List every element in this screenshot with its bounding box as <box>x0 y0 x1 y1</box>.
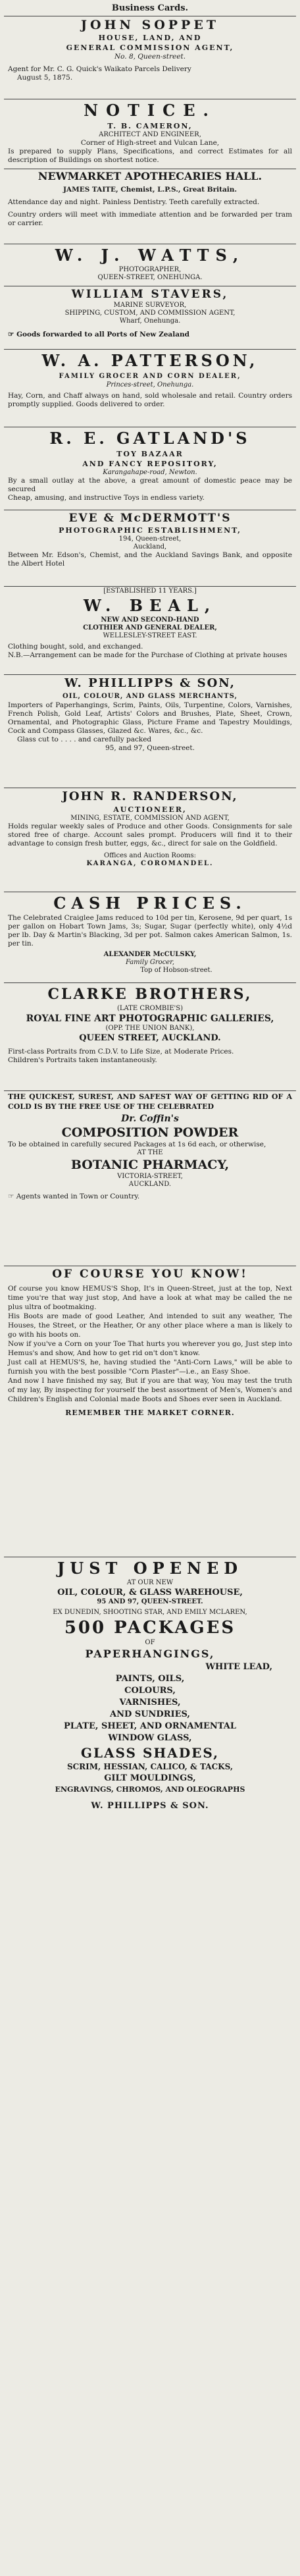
ad-item: AND SUNDRIES, <box>110 1709 190 1719</box>
ad-address: Princes-street, Onehunga. <box>106 381 194 389</box>
ad-body: Between Mr. Edson's, Chemist, and the Auckland Savings Bank, and opposite the Albert Hotel <box>8 551 292 568</box>
ad-item: COLOURS, <box>124 1686 176 1696</box>
ad-body: Agent for Mr. C. G. Quick's Waikato Parcels Delivery <box>8 65 191 73</box>
ad-item: PAPERHANGINGS, <box>85 1648 215 1660</box>
ad-name: ALEXANDER McCULSKY, <box>103 951 197 958</box>
ad-gatland <box>4 428 296 508</box>
ad-item: GLASS SHADES, <box>80 1745 220 1761</box>
ad-address: QUEEN STREET, AUCKLAND. <box>79 1033 221 1043</box>
ad-note: ☞ Goods forwarded to all Ports of New Zealand <box>8 331 189 338</box>
ad-role: CLOTHIER AND GENERAL DEALER, <box>83 624 217 631</box>
ad-body: Is prepared to supply Plans, Specifications, and correct Estimates for all description of Buildings on shortest notice. <box>8 148 292 164</box>
ad-body: Children's Portraits taken instantaneously. <box>8 1056 157 1064</box>
ad-city: AUCKLAND. <box>128 1181 172 1188</box>
ad-heading: W. J. WATTS, <box>55 246 245 265</box>
ad-line: 95 AND 97, QUEEN-STREET. <box>97 1598 203 1605</box>
ad-randerson <box>4 789 296 890</box>
ad-body: To be obtained in carefully secured Packages at 1s 6d each, or otherwise, <box>8 1140 266 1148</box>
ad-body: Holds regular weekly sales of Produce and other Goods. Consignments for sale stored free of charge. Account sales prompt. Producers will find it to their advantage to consign fresh butter, eggs, &c., direct for sale on the Goldfield. <box>8 822 292 847</box>
ad-signature: W. PHILLIPPS & SON. <box>91 1801 209 1811</box>
ad-body: First-class Portraits from C.D.V. to Life Size, at Moderate Prices. <box>8 1048 234 1056</box>
ad-stavers <box>4 287 296 348</box>
ad-item: PLATE, SHEET, AND ORNAMENTAL <box>64 1721 236 1731</box>
ad-item: ENGRAVINGS, CHROMOS, AND OLEOGRAPHS <box>55 1785 245 1794</box>
ad-heading: EVE & McDERMOTT'S <box>68 512 232 525</box>
ad-address: QUEEN-STREET, ONEHUNGA. <box>97 274 203 281</box>
ad-item: VARNISHES, <box>119 1698 181 1707</box>
ad-offices: Offices and Auction Rooms: <box>104 852 196 859</box>
ad-role: NEW AND SECOND-HAND <box>101 616 199 624</box>
ad-item: WHITE LEAD, <box>205 1662 272 1672</box>
ad-subheading: OIL, COLOUR, AND GLASS MERCHANTS, <box>63 693 238 700</box>
ad-address: Corner of High-street and Vulcan Lane, <box>80 139 220 147</box>
divider <box>4 586 296 587</box>
ad-role: PHOTOGRAPHER, <box>118 266 182 273</box>
ad-subheading: (LATE CROMBIE'S) <box>116 1005 184 1012</box>
ad-name: Dr. Coffin's <box>121 1114 179 1124</box>
ad-patterson <box>4 350 296 425</box>
ad-line: AT OUR NEW <box>126 1579 174 1586</box>
ad-role: SHIPPING, CUSTOM, AND COMMISSION AGENT, <box>64 309 236 317</box>
ad-phillipps-merchants <box>4 676 296 786</box>
ad-soppet <box>4 17 296 97</box>
ad-heading: CASH PRICES. <box>53 894 247 913</box>
divider <box>4 349 296 350</box>
ad-product: COMPOSITION POWDER <box>61 1125 239 1140</box>
ad-heading: W. PHILLIPPS & SON, <box>64 676 236 690</box>
ad-heading: R. E. GATLAND'S <box>49 429 251 448</box>
ad-line: OIL, COLOUR, & GLASS WAREHOUSE, <box>57 1588 243 1597</box>
ad-body: Importers of Paperhangings, Scrim, Paints, Oils, Turpentine, Colors, Varnishes, French Polish, Gold Leaf, Artists' Colors and Brushes, Plate, Sheet, Crown, Ornamental, and Photographic Glass, Picture Frame and Tapestry Mouldings, Cock and Compass Glasses, Glazed &c. Wares, &c., &c. <box>8 701 292 735</box>
divider <box>4 674 296 675</box>
ad-heading: THE QUICKEST, SUREST, AND SAFEST WAY OF GETTING RID OF A COLD IS BY THE FREE USE OF THE CELEBRATED <box>8 1092 292 1111</box>
ad-cameron <box>4 100 296 167</box>
divider <box>4 1090 296 1091</box>
ad-item: GILT MOULDINGS, <box>104 1773 196 1783</box>
ad-clarke <box>4 984 296 1089</box>
ad-subheading: TOY BAZAAR <box>116 450 184 458</box>
ad-heading: JUST OPENED <box>57 1559 243 1578</box>
ad-heading: WILLIAM STAVERS, <box>71 288 229 301</box>
ad-body: Glass cut to . . . . and carefully packed <box>17 736 152 743</box>
ad-item: WINDOW GLASS, <box>108 1733 192 1743</box>
ad-address: 95, and 97, Queen-street. <box>105 744 195 752</box>
ad-item: PAINTS, OILS, <box>115 1674 185 1684</box>
ad-note-text: Agents wanted in Town or Country. <box>16 1193 140 1200</box>
ad-heading: JOHN R. RANDERSON, <box>62 790 238 803</box>
ad-hemus <box>4 1267 296 1555</box>
ad-heading: W. A. PATTERSON, <box>41 351 259 370</box>
ad-subheading: HOUSE, LAND, AND <box>98 34 202 42</box>
ad-newmarket <box>4 170 296 242</box>
ad-beal <box>4 587 296 673</box>
ad-role: MINING, ESTATE, COMMISSION AND AGENT, <box>70 815 230 822</box>
ad-subheading: AND FANCY REPOSITORY, <box>82 460 218 468</box>
ad-footer: REMEMBER THE MARKET CORNER. <box>65 1409 235 1417</box>
ad-address: 194, Queen-street, <box>118 535 182 543</box>
ad-body: Attendance day and night. Painless Dentistry. Teeth carefully extracted. <box>8 198 260 206</box>
ad-role: FAMILY GROCER AND CORN DEALER, <box>59 373 241 380</box>
ad-quantity: 500 PACKAGES <box>64 1618 236 1638</box>
ad-item: SCRIM, HESSIAN, CALICO, & TACKS, <box>66 1762 234 1771</box>
column-title: Business Cards. <box>111 3 189 13</box>
divider <box>4 982 296 983</box>
ad-address: No. 8, Queen-street. <box>114 53 186 61</box>
ad-ships: EX DUNEDIN, SHOOTING STAR, AND EMILY MCLAREN, <box>53 1609 247 1616</box>
ad-role: Family Grocer, <box>125 959 175 966</box>
ad-footer: Cheap, amusing, and instructive Toys in endless variety. <box>8 494 205 502</box>
ad-coffins-powder <box>4 1092 296 1264</box>
ad-location: KARANGA, COROMANDEL. <box>86 860 214 867</box>
ad-address: Top of Hobson-street. <box>140 967 213 974</box>
ad-subheading: PHOTOGRAPHIC ESTABLISHMENT, <box>59 526 241 535</box>
ad-cash-prices <box>4 893 296 981</box>
ad-subheading: (OPP. THE UNION BANK), <box>105 1025 195 1032</box>
ad-at: AT THE <box>137 1149 163 1156</box>
ad-date: August 5, 1875. <box>17 74 73 82</box>
ad-heading: OF COURSE YOU KNOW! <box>52 1268 248 1281</box>
ad-heading: NOTICE. <box>84 101 216 120</box>
ad-address: WELLESLEY-STREET EAST. <box>103 632 197 639</box>
ad-address: Wharf, Onehunga. <box>119 317 181 325</box>
ad-body: By a small outlay at the above, a great amount of domestic peace may be secured <box>8 477 292 493</box>
ad-phillipps-warehouse <box>4 1558 296 1914</box>
ad-body: Clothing bought, sold, and exchanged. <box>8 643 143 651</box>
ad-body: N.B.—Arrangement can be made for the Purchase of Clothing at private houses <box>8 651 288 659</box>
ad-body: Of course you know HEMUS'S Shop, It's in Queen-Street, just at the top, Next time you're that way just stop, And have a look at what may be called the ne plus ultra of bootmaking. His Boots are made of good Leather, And intended to suit any weather, The Houses, the Street, or the Heather, Or any other place where a man is likely to go with his boots on. Now if you've a Corn on your Toe That hurts you wherever you go, Just step into Hemus's and show, And how to get rid on't don't know. Just call at HEMUS'S, he, having studied the "Anti-Corn Laws," will be able to furnish you with the best possible "Corn Plaster"—i.e., an Easy Shoe. And now I have finished my say, But if you are that way, You may test the truth of my lay, By inspecting for yourself the best assortment of Men's, Women's and Children's English and Colonial made Boots and Shoes ever seen in Auckland. <box>8 1285 292 1403</box>
ad-role: ARCHITECT AND ENGINEER, <box>99 131 201 138</box>
ad-heading: CLARKE BROTHERS, <box>47 986 253 1003</box>
ad-heading: NEWMARKET APOTHECARIES HALL. <box>38 170 262 182</box>
ad-address: Karangahape-road, Newton. <box>103 469 197 476</box>
ad-heading: W. BEAL, <box>83 596 217 615</box>
ad-subheading: ROYAL FINE ART PHOTOGRAPHIC GALLERIES, <box>26 1013 274 1024</box>
ad-heading: JOHN SOPPET <box>81 18 219 32</box>
ad-note: ☞ Agents wanted in Town or Country. <box>8 1193 140 1200</box>
ad-subheading: GENERAL COMMISSION AGENT, <box>66 43 234 52</box>
ad-body: Hay, Corn, and Chaff always on hand, sold wholesale and retail. Country orders promptly supplied. Goods delivered to order. <box>8 392 292 408</box>
ad-note-text: Goods forwarded to all Ports of New Zealand <box>16 331 189 338</box>
ad-address: VICTORIA-STREET, <box>117 1173 183 1180</box>
ad-name: T. B. CAMERON, <box>107 122 193 130</box>
ad-body: The Celebrated Craiglee Jams reduced to 10d per tin, Kerosene, 9d per quart, 1s per gallon on Hobart Town Jams, 3s; Sugar, Sugar (perfectly white), only 4½d per lb. Day & Martin's Blacking, 3d per pot. Salmon cakes American Salmon, 1s. per tin. <box>8 914 292 948</box>
ad-pharmacy: BOTANIC PHARMACY, <box>70 1158 230 1172</box>
ad-role: AUCTIONEER, <box>113 805 187 814</box>
ad-mcdermott <box>4 511 296 585</box>
ad-role: MARINE SURVEYOR, <box>113 302 187 309</box>
ad-watts <box>4 245 296 284</box>
ad-body: Country orders will meet with immediate attention and be forwarded per tram or carrier. <box>8 211 292 227</box>
ad-of: OF <box>145 1639 155 1646</box>
ad-city: Auckland, <box>133 543 167 550</box>
ad-names: JAMES TAITE, Chemist, L.P.S., Great Britain. <box>63 186 238 194</box>
ad-established: [ESTABLISHED 11 YEARS.] <box>103 587 197 595</box>
